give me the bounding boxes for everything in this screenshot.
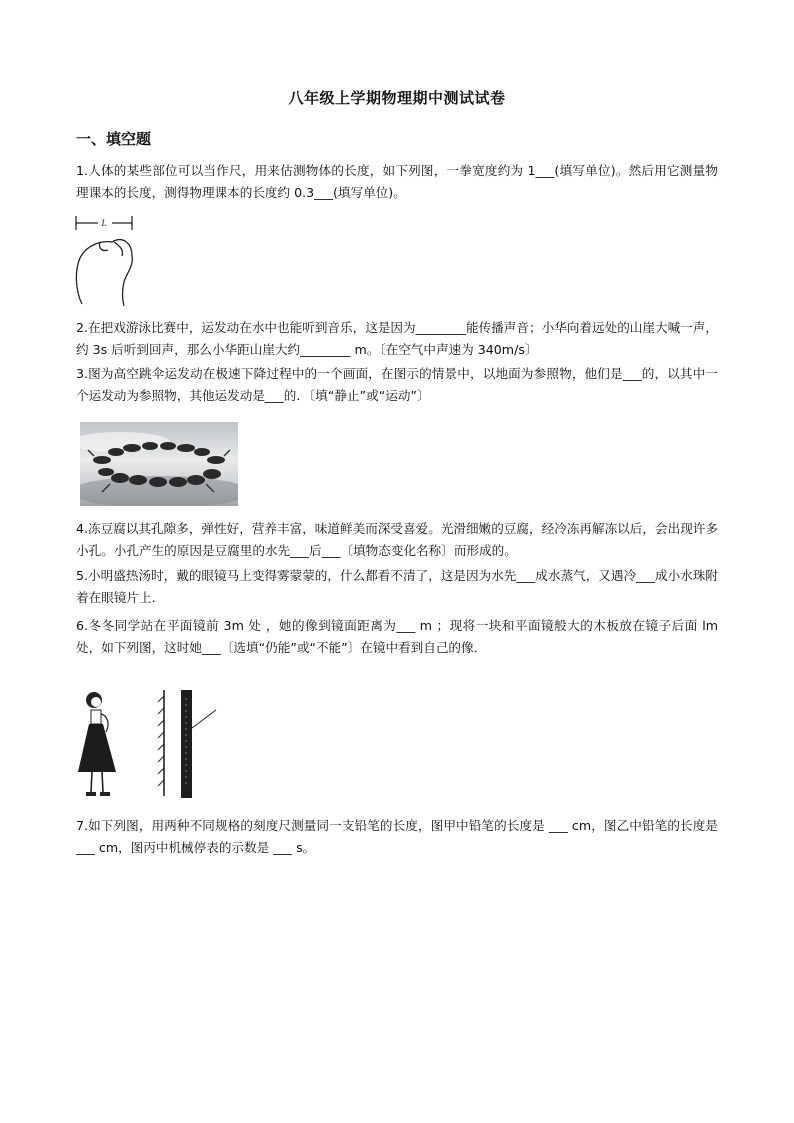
fist-width-figure (74, 212, 144, 308)
question-1: 1.人体的某些部位可以当作尺，用来估测物体的长度，如下列图，一拳宽度约为 1___(填写单位)。然后用它测量物理课本的长度，测得物理课本的长度约 0.3___(填写单位)。 (76, 163, 718, 200)
question-6: 6.冬冬同学站在平面镜前 3m 处 ，她的像到镜面距离为___ m ；现将一块和平面镜般大的木板放在镜子后面 lm 处，如下列图，这时她___〔选填“仍能”或“不能”〕在镜中看到自己的像． (76, 618, 718, 655)
page-title: 八年级上学期物理期中测试试卷 (288, 89, 506, 107)
length-label: L (101, 218, 107, 228)
mirror-figure (158, 690, 164, 796)
girl-figure (78, 692, 116, 796)
question-3: 3.图为高空跳伞运发动在极速下降过程中的一个画面，在图示的情景中，以地面为参照物，他们是___的，以其中一个运发动为参照物，其他运发动是___的．〔填“静止”或“运动”〕 (76, 366, 718, 403)
question-4: 4.冻豆腐以其孔隙多，弹性好，营养丰富，味道鲜美而深受喜爱。光滑细嫩的豆腐，经冷冻再解冻以后，会出现许多小孔。小孔产生的原因是豆腐里的水先___后___〔填物态变化名称〕而形成的。 (76, 521, 718, 558)
girl-mirror-figure (76, 688, 226, 803)
board-figure (181, 690, 216, 798)
skydivers-photo (80, 422, 238, 506)
question-7: 7.如下列图，用两种不同规格的刻度尺测量同一支铅笔的长度，图甲中铅笔的长度是 ___ cm，图乙中铅笔的长度是 ___ cm，图丙中机械停表的示数是 ___ s。 (76, 818, 718, 855)
question-5: 5.小明盛热汤时，戴的眼镜马上变得雾蒙蒙的，什么都看不清了，这是因为水先___成水蒸气，又遇冷___成小水珠附着在眼镜片上． (76, 568, 718, 605)
question-2: 2.在把戏游泳比赛中，运发动在水中也能听到音乐，这是因为________能传播声音；小华向着远处的山崖大喊一声，约 3s 后听到回声，那么小华距山崖大约________ m。〔在空气中声速为 340m/s〕 (76, 320, 718, 357)
section-heading: 一、填空题 (76, 130, 152, 148)
